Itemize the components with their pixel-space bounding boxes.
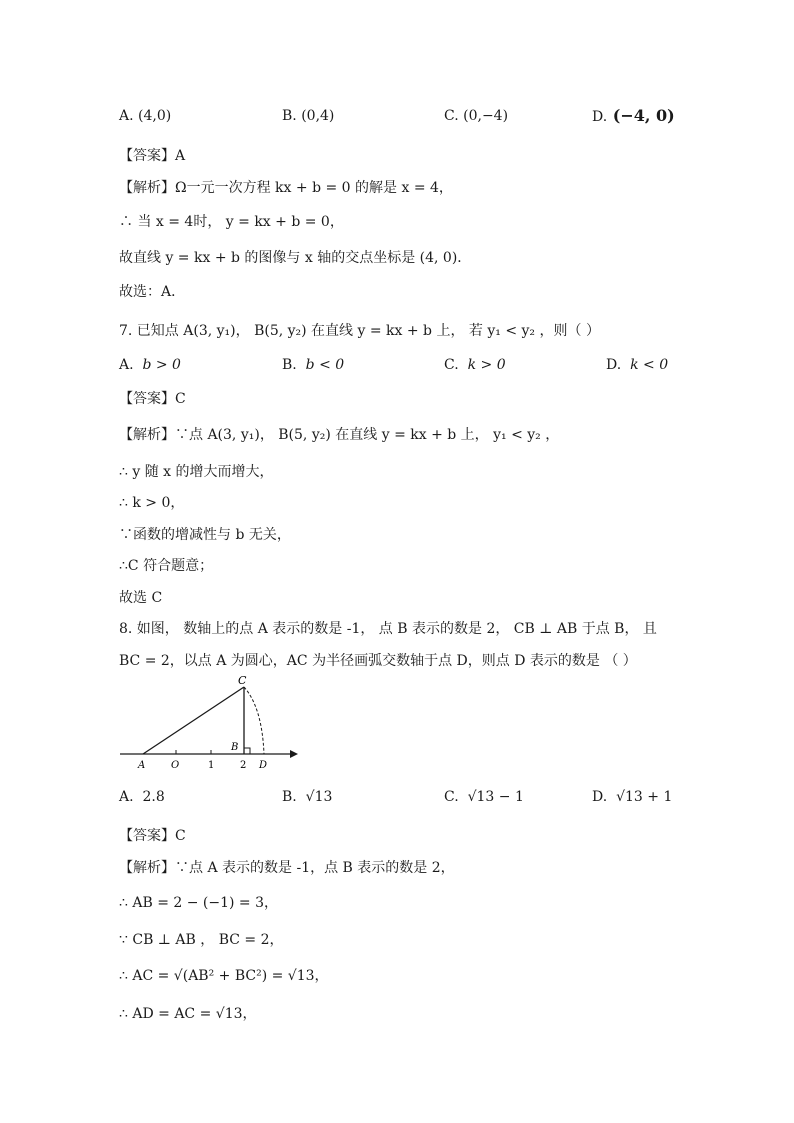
label-o: O xyxy=(171,760,180,771)
q6-analysis-2: ∴ 当 x = 4时， y = kx + b = 0， xyxy=(119,214,344,230)
q7-analysis-6: 故选 C xyxy=(119,590,163,606)
q8-analysis-5: ∴ AD = AC = √13， xyxy=(119,1006,257,1022)
q8-number-line-figure xyxy=(112,672,312,772)
q8-stem-line-2: BC = 2，以点 A 为圆心，AC 为半径画弧交数轴于点 D，则点 D 表示的数是 （ ） xyxy=(119,653,637,669)
axis-arrow xyxy=(290,750,298,758)
q8-analysis-2: ∴ AB = 2 − (−1) = 3， xyxy=(119,895,279,911)
segment-ac xyxy=(143,687,244,754)
q8-analysis-4: ∴ AC = √(AB² + BC²) = √13， xyxy=(119,968,329,984)
q6-option-a: A. (4,0) xyxy=(119,108,172,124)
q7-analysis-2: ∴ y 随 x 的增大而增大， xyxy=(119,464,274,480)
q7-analysis-4: ∵函数的增减性与 b 无关， xyxy=(119,527,291,543)
q8-option-a: A. 2.8 xyxy=(119,789,165,805)
label-2: 2 xyxy=(240,760,247,771)
q6-option-c: C. (0,−4) xyxy=(444,108,509,124)
q6-analysis-3: 故直线 y = kx + b 的图像与 x 轴的交点坐标是 (4, 0)． xyxy=(119,250,472,266)
q8-stem-line-1: 8. 如图， 数轴上的点 A 表示的数是 -1， 点 B 表示的数是 2， CB ⊥ AB 于点 B， 且 xyxy=(119,621,657,637)
arc-cd xyxy=(244,687,264,754)
q8-answer: 【答案】C xyxy=(119,828,186,844)
q7-option-d: D. k < 0 xyxy=(606,357,669,373)
q7-analysis-5: ∴C 符合题意； xyxy=(119,558,214,574)
q7-answer: 【答案】C xyxy=(119,391,186,407)
q7-option-c: C. k > 0 xyxy=(444,357,506,373)
q8-analysis-3: ∵ CB ⊥ AB ， BC = 2， xyxy=(119,932,284,948)
q7-stem: 7. 已知点 A(3, y₁)， B(5, y₂) 在直线 y = kx + b 上， 若 y₁ < y₂ ，则（ ） xyxy=(119,323,600,339)
right-angle-mark xyxy=(244,748,250,754)
q6-answer: 【答案】A xyxy=(119,148,186,164)
q6-analysis-1: 【解析】Ω一元一次方程 kx + b = 0 的解是 x = 4， xyxy=(119,180,453,196)
q7-option-a: A. b > 0 xyxy=(119,357,181,373)
q6-option-b: B. (0,4) xyxy=(282,108,335,124)
label-b: B xyxy=(231,742,239,753)
q7-option-b: B. b < 0 xyxy=(282,357,345,373)
q7-analysis-3: ∴ k > 0， xyxy=(119,495,185,511)
q8-option-b: B. √13 xyxy=(282,789,333,805)
q6-analysis-4: 故选：A． xyxy=(119,284,186,300)
q8-analysis-1: 【解析】∵点 A 表示的数是 -1，点 B 表示的数是 2， xyxy=(119,860,455,876)
label-d: D xyxy=(259,760,268,771)
label-c: C xyxy=(238,674,247,687)
q6-option-d: D. (−4, 0) xyxy=(592,106,675,125)
label-a: A xyxy=(138,760,146,771)
q8-option-d: D. √13 + 1 xyxy=(592,789,673,805)
q8-option-c: C. √13 − 1 xyxy=(444,789,524,805)
label-1: 1 xyxy=(208,760,215,771)
q7-analysis-1: 【解析】∵点 A(3, y₁)， B(5, y₂) 在直线 y = kx + b 上， y₁ < y₂ ， xyxy=(119,427,560,443)
